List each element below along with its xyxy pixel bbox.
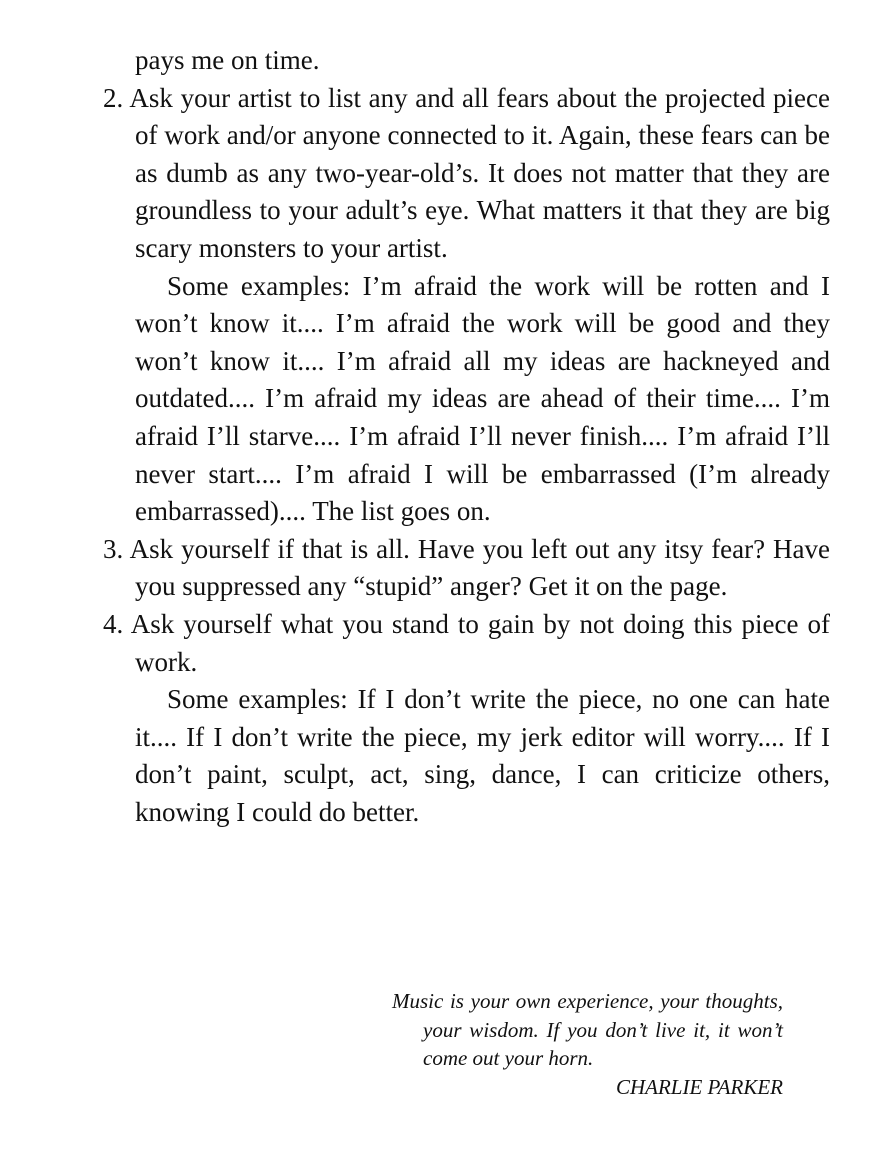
list-number: 4. [103, 608, 124, 639]
list-item-text: Ask your artist to list any and all fears about the projected piece of work and/or anyone connected to it. Again, these fears can be as dumb as any two-year-old’s. It does not matter that they are groundless to your adult’s eye. What matters it that they are big scary monsters to your artist. [129, 82, 831, 263]
list-number: 2. [103, 82, 124, 113]
continuation-text: pays me on time. [135, 45, 320, 75]
examples-paragraph: Some examples: If I don’t write the piece, no one can hate it.... If I don’t write the piece, my jerk editor will worry.... If I don’t paint, sculpt, act, sing, dance, I can criticize others, knowing I could do better. [135, 684, 830, 827]
quote-author: CHARLIE PARKER [615, 1074, 783, 1099]
list-item-text: Ask yourself what you stand to gain by not doing this piece of work. [130, 608, 831, 677]
body-text [103, 42, 830, 831]
examples-paragraph: Some examples: I’m afraid the work will be rotten and I won’t know it.... I’m afraid the work will be good and they won’t know it.... I’m afraid all my ideas are hackneyed and outdated.... I’m afraid my ideas are ahead of their time.... I’m afraid I’ll starve.... I’m afraid I’ll never finish.... I’m afraid I’ll never start.... I’m afraid I will be embarrassed (I’m already embarrassed).... The list goes on. [135, 270, 830, 527]
list-item-3 [103, 531, 830, 606]
epigraph-quote [392, 987, 783, 1101]
quote-text: Music is your own experience, your thoughts, your wisdom. If you don’t live it, it won’t come out your horn. [392, 989, 783, 1070]
list-item-text: Ask yourself if that is all. Have you left out any itsy fear? Have you suppressed any “stupid” anger? Get it on the page. [129, 533, 830, 602]
list-item-2 [103, 80, 830, 268]
list-item-4 [103, 606, 830, 681]
list-number: 3. [103, 533, 124, 564]
